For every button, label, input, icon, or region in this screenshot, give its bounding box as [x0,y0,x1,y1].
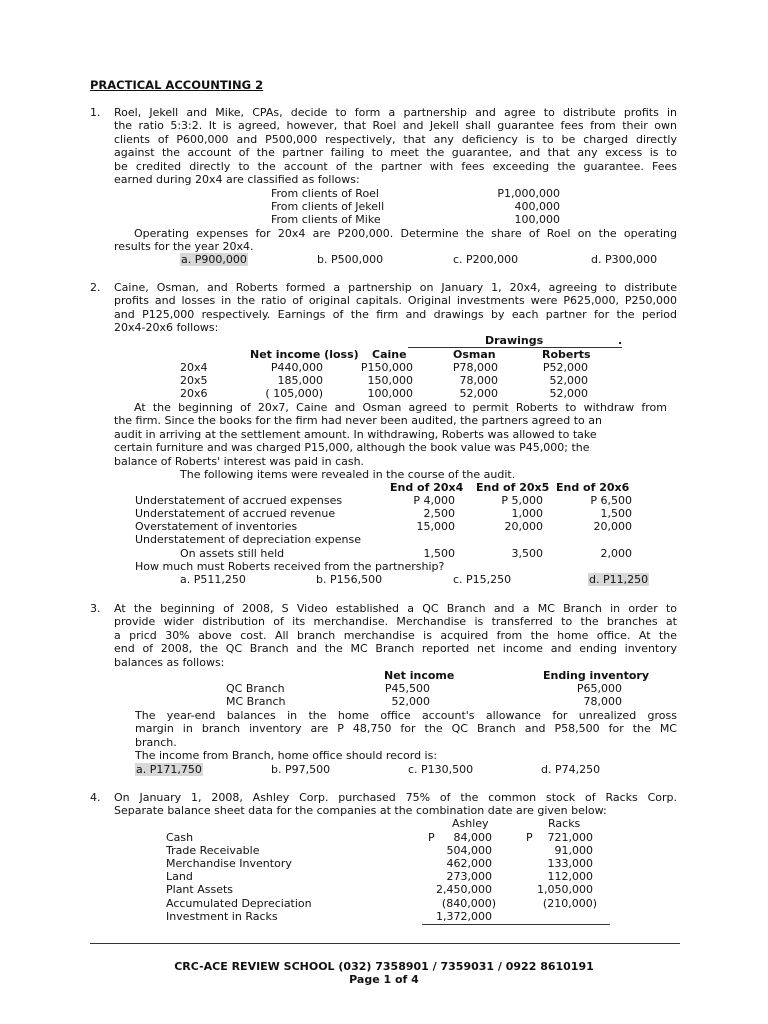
text-line: against the account of the partner failing to meet the guarantee, and that any excess is to [114,146,677,160]
text-line: provide wider distribution of its merchandise. Merchandise is transferred to the branches at [114,615,677,629]
table-cell: P65,000 [576,682,622,695]
table-cell: 462,000 [446,857,492,870]
col-header-end-20x4: End of 20x4 [390,481,464,494]
question-2-ask: How much must Roberts received from the partnership? [135,560,445,573]
table-cell: 3,500 [511,547,543,560]
table-cell: P 5,000 [501,494,543,507]
choice-b: b. P97,500 [271,763,331,776]
currency-symbol: P [428,831,435,844]
table-cell: 20,000 [593,520,632,533]
question-2-text [114,281,677,335]
currency-symbol: P [526,831,533,844]
table-cell: P45,500 [384,682,430,695]
table-cell: (210,000) [542,897,597,910]
choice-a: a. P511,250 [180,573,246,586]
choice-d [588,573,649,586]
table-cell: P 6,500 [590,494,632,507]
account-name: Plant Assets [166,883,234,896]
table-cell: 2,450,000 [436,883,492,896]
text-line: profits and losses in the ratio of original capitals. Original investments were P625,000, P250,000 [114,294,677,308]
table-cell: 2,500 [423,507,455,520]
answer-highlight: a. P900,000 [181,253,247,266]
fee-value: 400,000 [514,200,560,213]
table-cell: 52,000 [549,387,588,400]
table-cell: P150,000 [360,361,413,374]
year-cell: 20x6 [180,387,208,400]
text-line: On January 1, 2008, Ashley Corp. purchased 75% of the common stock of Racks Corp. [114,791,677,804]
text-line: balances as follows: [114,655,225,669]
table-cell: 52,000 [391,695,430,708]
question-number: 1. [90,106,101,119]
col-header-roberts: Roberts [542,348,591,361]
question-4-text [114,791,677,818]
choice-a [135,763,203,776]
text-line: clients of P600,000 and P500,000 respectively, that any deficiency is to be charged directly [114,132,677,146]
account-name: Trade Receivable [166,844,260,857]
text-line: At the beginning of 2008, S Video established a QC Branch and a MC Branch in order to [114,602,677,615]
col-header-racks: Racks [548,817,581,830]
answer-highlight: d. P11,250 [589,573,649,586]
table-cell: P52,000 [542,361,588,374]
question-number: 4. [90,791,101,804]
text-line: earned during 20x4 are classified as follows: [114,172,360,186]
footer-page-number: Page 1 of 4 [349,973,419,986]
choice-b: b. P500,000 [317,253,384,266]
text-line: margin in branch inventory are P 48,750 for the QC Branch and P58,500 for the MC [135,722,677,736]
question-1-text [114,106,677,186]
table-cell: 185,000 [277,374,323,387]
table-cell: 100,000 [367,387,413,400]
table-cell: 2,000 [600,547,632,560]
text-line: results for the year 20x4. [114,240,254,254]
table-cell: 504,000 [446,844,492,857]
choice-d: d. P300,000 [591,253,658,266]
text-line: end of 2008, the QC Branch and the MC Branch reported net income and ending inventory [114,642,677,656]
account-name: Merchandise Inventory [166,857,292,870]
question-3-text [114,602,677,669]
choice-d: d. P74,250 [541,763,601,776]
text-line: balance of Roberts' interest was paid in cash. [114,454,365,468]
table-cell: P 4,000 [413,494,455,507]
col-header-ending-inventory: Ending inventory [543,669,649,682]
table-cell: 112,000 [547,870,593,883]
table-cell: 1,372,000 [436,910,492,923]
year-cell: 20x4 [180,361,208,374]
table-cell: 1,050,000 [537,883,593,896]
table-cell: 133,000 [547,857,593,870]
choice-c: c. P130,500 [408,763,474,776]
text-line: the firm. Since the books for the firm had never been audited, the partners agreed to an [114,414,602,428]
text-line: Operating expenses for 20x4 are P200,000. Determine the share of Roel on the operating [134,227,677,240]
question-2-middle [114,401,667,468]
account-name: Land [166,870,193,883]
audit-item: Understatement of depreciation expense [135,533,362,546]
question-number: 3. [90,602,101,615]
table-cell: 15,000 [416,520,455,533]
table-cell: 721,000 [547,831,593,844]
footer-school: CRC-ACE REVIEW SCHOOL (032) 7358901 / 7359031 / 0922 8610191 [174,960,594,973]
fee-value: 100,000 [514,213,560,226]
col-header-end-20x5: End of 20x5 [476,481,550,494]
table-cell: 52,000 [549,374,588,387]
table-cell: P78,000 [452,361,498,374]
choice-c: c. P200,000 [453,253,519,266]
fee-value: P1,000,000 [497,187,560,200]
text-line: and P125,000 respectively. Earnings of the firm and drawings by each partner for the period [114,307,677,321]
answer-highlight: a. P171,750 [136,763,202,776]
drawings-header: Drawings [485,334,544,347]
branch-name: QC Branch [226,682,285,695]
col-header-caine: Caine [372,348,407,361]
question-number: 2. [90,281,101,294]
table-cell: (840,000) [441,897,496,910]
account-name: Accumulated Depreciation [166,897,312,910]
choice-b: b. P156,500 [316,573,383,586]
table-cell: 20,000 [504,520,543,533]
col-header-ashley: Ashley [452,817,489,830]
header-dot: . [618,334,623,347]
question-1-followup [114,227,677,254]
text-line: 20x4-20x6 follows: [114,321,219,335]
text-line: Separate balance sheet data for the companies at the combination date are given below: [114,804,607,818]
text-line: Roel, Jekell and Mike, CPAs, decide to form a partnership and agree to distribute profits in [114,106,677,119]
text-line: branch. [135,735,177,749]
text-line: audit in arriving at the settlement amount. In withdrawing, Roberts was allowed to take [114,427,597,441]
text-line: The year-end balances in the home office account's allowance for unrealized gross [135,709,677,722]
text-line: Caine, Osman, and Roberts formed a partnership on January 1, 20x4, agreeing to distribute [114,281,677,294]
account-name: Investment in Racks [166,910,278,923]
audit-item: Overstatement of inventories [135,520,298,533]
year-cell: 20x5 [180,374,208,387]
col-header-osman: Osman [453,348,496,361]
table-cell: ( 105,000) [265,387,323,400]
audit-intro: The following items were revealed in the course of the audit. [180,468,516,481]
text-line: a pricd 30% above cost. All branch merchandise is acquired from the home office. At the [114,628,677,642]
fee-label: From clients of Roel [271,187,379,200]
table-total-rule [422,924,610,925]
table-cell: 91,000 [554,844,593,857]
table-cell: 1,000 [511,507,543,520]
choice-a [180,253,248,266]
text-line: the ratio 5:3:2. It is agreed, however, that Roel and Jekell shall guarantee fees from their own [114,119,677,133]
text-line: be credited directly to the account of the partner with fees exceeding the guarantee. Fees [114,159,677,173]
question-3-after [135,709,677,749]
table-cell: 84,000 [453,831,492,844]
table-cell: P440,000 [270,361,323,374]
table-cell: 150,000 [367,374,413,387]
audit-item: Understatement of accrued expenses [135,494,343,507]
account-name: Cash [166,831,194,844]
choice-c: c. P15,250 [453,573,512,586]
branch-name: MC Branch [226,695,286,708]
audit-item: On assets still held [180,547,285,560]
table-cell: 1,500 [600,507,632,520]
col-header-end-20x6: End of 20x6 [556,481,630,494]
table-cell: 78,000 [459,374,498,387]
text-line: certain furniture and was charged P15,000, although the book value was P45,000; the [114,441,590,455]
fee-label: From clients of Jekell [271,200,385,213]
audit-item: Understatement of accrued revenue [135,507,336,520]
text-line: At the beginning of 20x7, Caine and Osman agreed to permit Roberts to withdraw from [134,401,667,414]
fee-label: From clients of Mike [271,213,381,226]
footer-divider [90,943,680,944]
question-3-ask: The income from Branch, home office should record is: [135,749,438,762]
col-header-net-income: Net income [384,669,455,682]
table-cell: 1,500 [423,547,455,560]
page-title: PRACTICAL ACCOUNTING 2 [90,78,264,92]
col-header-net-income: Net income (loss) [250,348,359,361]
table-cell: 273,000 [446,870,492,883]
table-cell: 52,000 [459,387,498,400]
table-cell: 78,000 [583,695,622,708]
